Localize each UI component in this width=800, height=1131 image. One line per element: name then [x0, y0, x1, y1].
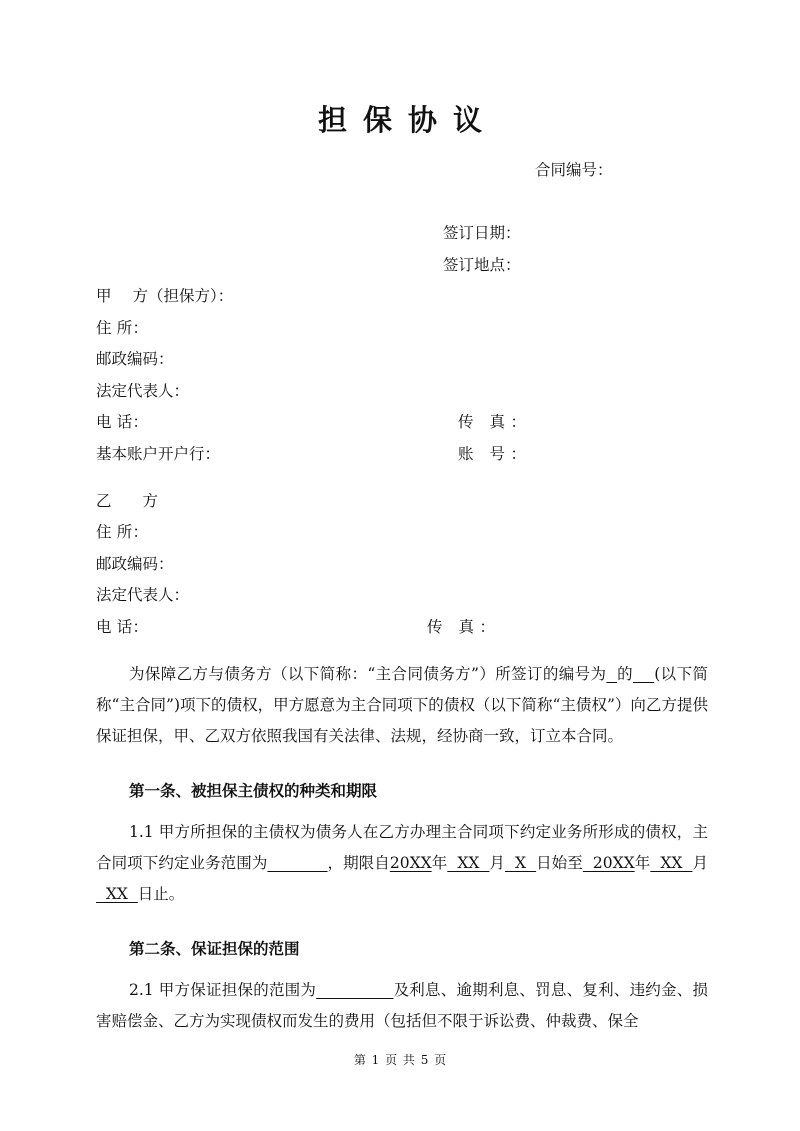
start-year-blank[interactable]: 20XX — [389, 854, 432, 872]
business-scope-blank[interactable] — [267, 854, 327, 872]
article-2-heading: 第二条、保证担保的范围 — [129, 940, 300, 958]
sign-date-label: 签订日期： — [443, 224, 521, 242]
contract-number-blank[interactable] — [606, 665, 617, 683]
party-b-address-label: 住 所： — [96, 523, 148, 541]
party-a-legal-rep-label: 法定代表人： — [96, 382, 190, 400]
article-2-clause-1: 2.1 甲方保证担保的范围为 及利息、逾期利息、罚息、复利、违约金、损害赔偿金、乙方为实现债权而发生的费用（包括但不限于诉讼费、仲裁费、保全 — [96, 981, 708, 1030]
guarantee-scope-blank[interactable] — [316, 981, 393, 999]
end-year-blank[interactable]: 20XX — [582, 854, 635, 872]
party-b-label: 乙 方 — [96, 492, 158, 510]
party-a-role: （担保方）： — [148, 287, 234, 305]
party-a-address-label: 住 所： — [96, 319, 148, 337]
contract-name-blank[interactable] — [633, 665, 654, 683]
start-month-blank[interactable]: XX — [447, 854, 490, 872]
contract-number-label: 合同编号： — [535, 161, 613, 179]
party-a-phone-label: 电 话： — [96, 413, 148, 431]
party-a-label-chars: 甲 方 — [96, 287, 148, 305]
sign-place-label: 签订地点： — [443, 256, 521, 274]
end-day-blank[interactable]: XX — [96, 885, 138, 903]
party-b-fax-label: 传 真： — [427, 618, 495, 636]
end-month-blank[interactable]: XX — [650, 854, 693, 872]
article-1-clause-1: 1.1 甲方所担保的主债权为债务人在乙方办理主合同项下约定业务所形成的债权，主合同项下约定业务范围为 ，期限自20XX年 XX 月 X 日始至 20XX年 XX 月 XX 日止。 — [96, 823, 708, 903]
party-b-phone-label: 电 话： — [96, 618, 148, 636]
party-a-fax-label: 传 真： — [458, 413, 526, 431]
page-footer: 第 1 页 共 5 页 — [353, 1053, 447, 1067]
article-1-heading: 第一条、被担保主债权的种类和期限 — [129, 782, 378, 800]
preamble-paragraph: 为保障乙方与债务方（以下简称：“主合同债务方”）所签订的编号为 的 (以下简称“主合同”)项下的债权，甲方愿意为主合同项下的债权（以下简称“主债权”）向乙方提供保证担保，甲、乙双方依照我国有关法律、法规，经协商一致，订立本合同。 — [96, 665, 708, 745]
party-b-postcode-label: 邮政编码： — [96, 555, 174, 573]
party-a-label — [96, 286, 233, 306]
party-a-postcode-label: 邮政编码： — [96, 350, 174, 368]
party-a-account-label: 账 号： — [458, 445, 526, 463]
start-day-blank[interactable]: X — [505, 854, 537, 872]
party-a-bank-label: 基本账户开户行： — [96, 445, 221, 463]
document-title: 担保协议 — [317, 103, 498, 137]
party-b-legal-rep-label: 法定代表人： — [96, 586, 190, 604]
